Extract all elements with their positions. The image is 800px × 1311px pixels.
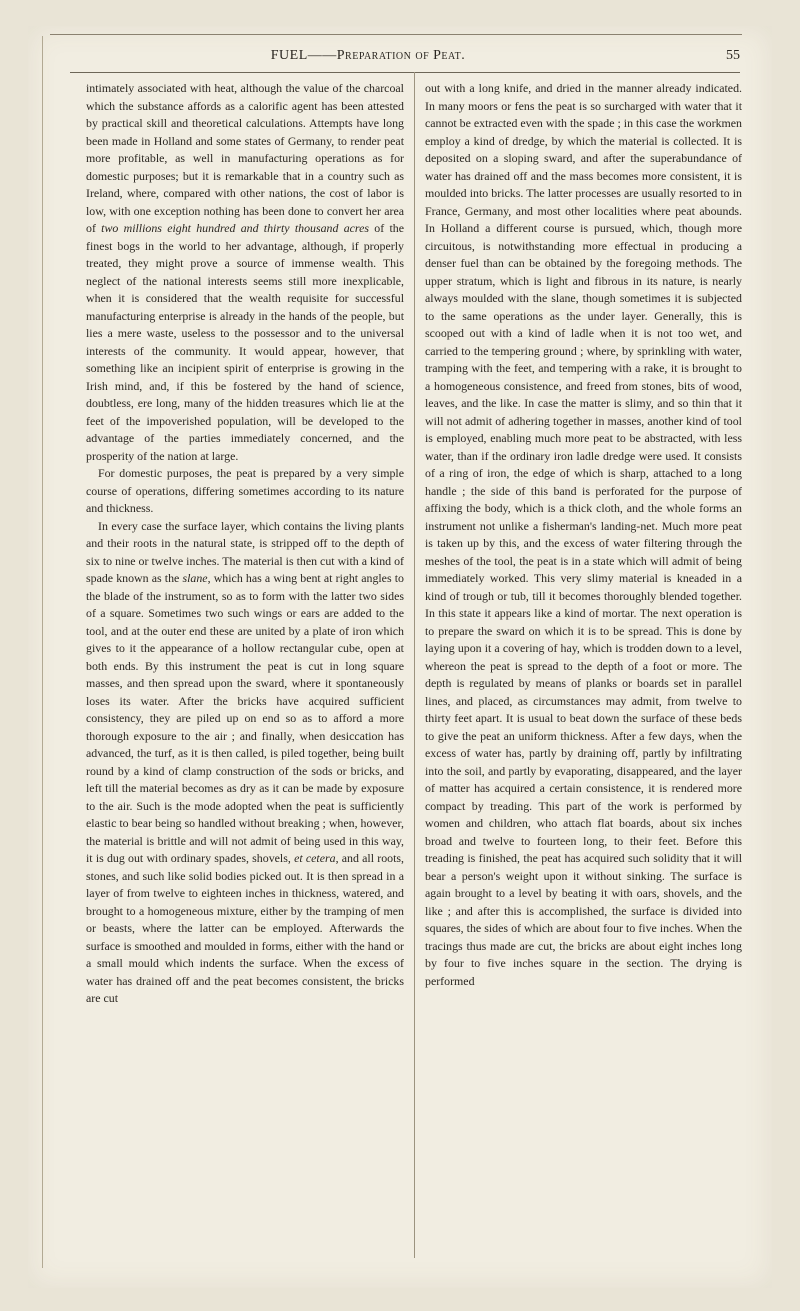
left-paragraph-1 — [86, 80, 404, 465]
right-column — [425, 80, 742, 990]
running-title-dash: —— — [307, 48, 337, 63]
text-run: , and all roots, stones, and such like solid bodies picked out. It is then spread in a layer of from twelve to eighteen inches in thickness, watered, and brought to a homogeneous mixture, either by the tramping of men or beasts, where the latter can be employed. Afterwards the surface is smoothed and moulded in forms, either with the hand or a small mould which indents the surface. When the excess of water has drained off and the peat becomes consistent, the bricks are cut — [86, 851, 405, 1005]
running-title-part1: FUEL — [270, 48, 308, 63]
running-title-part2: Preparation of Peat. — [336, 48, 466, 63]
header-rule — [70, 72, 740, 73]
text-run: intimately associated with heat, although the value of the charcoal which the substance affords as a calorific agent has been attested by practical skill and theoretical calculations. Attempts have long been made in Holland and some states of Germany, to render peat more profitable, as well in manufacturing operations as for domestic purposes; but it is remarkable that in a country such as Ireland, where, compared with other nations, the cost of labor is low, with one exception nothing has been done to convert her area of — [86, 81, 404, 235]
book-page — [28, 26, 772, 1288]
page-number: 55 — [726, 48, 740, 63]
text-run: of the finest bogs in the world to her advantage, although, if properly treated, they might prove a source of immense wealth. This neglect of the national interests seems still more inexplicable, when it is considered that the wealth requisite for successful manufacturing enterprise is already in the hands of the people, but lies a mere waste, useless to the possessor and to the universal interests of the community. It would appear, however, that something like an incipient spirit of enterprise is growing in the Irish mind, and, if this be fostered by the hand of science, doubtless, ere long, many of the hidden treasures which lie at the feet of the impoverished population, will be developed to the advantage of the parties immediately concerned, and the prosperity of the nation at large. — [86, 221, 404, 463]
left-margin-rule — [42, 36, 43, 1268]
top-border-rule — [50, 34, 742, 35]
left-paragraph-3 — [86, 518, 404, 1008]
italic-text: et cetera — [294, 851, 336, 865]
right-paragraph-1: out with a long knife, and dried in the manner already indicated. In many moors or fens the peat is so surcharged with water that it cannot be extracted even with the spade ; in this case the workmen employ a kind of dredge, by which the material is collected. It is deposited on a sloping sward, and after the superabundance of water has drained off and the mass becomes more consistent, it is moulded into bricks. The latter processes are usually resorted to in France, Germany, and most other localities where peat abounds. In Holland a different course is pursued, which, though more circuitous, is notwithstanding more effectual in producing a denser fuel than can be obtained by the foregoing methods. The upper stratum, which is light and fibrous in its nature, is nearly always moulded with the slane, though sometimes it is subjected to the same operations as the under layer. Generally, this is scooped out with a kind of ladle when it is not too wet, and carried to the tempering ground ; where, by sprinkling with water, tramping with the feet, and tempering with a rake, it is brought to a homogeneous consistence, and freed from stones, bits of wood, leaves, and the like. In case the matter is slimy, and so thin that it will not admit of adhering together in masses, another kind of tool is employed, enabling much more peat to be abstracted, with less water, than if the ordinary iron ladle dredge were used. It consists of a ring of iron, the edge of which is sharp, attached to a long handle ; the side of this band is perforated for the purpose of affixing the body, which is a thick cloth, and the whole forms an instrument not unlike a fisherman's landing-net. Much more peat is taken up by this, and the excess of water filtering through the meshes of the tool, the peat is in a state which will admit of being immediately worked. This very slimy material is kneaded in a kind of trough or tub, till it becomes thoroughly blended together. In this state it appears like a kind of mortar. The next operation is to prepare the sward on which it is to be spread. This is done by laying upon it a covering of hay, which is trodden down to a level, whereon the peat is spread to the depth of a foot or more. The depth is regulated by means of planks or boards set in parallel lines, and placed, as circumstances may admit, from twelve to thirty feet apart. It is usual to beat down the surface of these beds to give the peat an uniform thickness. After a few days, when the excess of water has, partly by draining off, partly by infiltrating into the soil, and partly by evaporating, disappeared, and the layer of matter has acquired a certain consistence, it is rendered more compact by treading. This part of the work is performed by women and children, who attach flat boards, about six inches broad and twelve to fourteen long, to their feet. Before this treading is finished, the peat has acquired such solidity that it will bear a person's weight upon it without sinking. The surface is again brought to a level by beating it with oars, shovels, and the like ; and after this is accomplished, the surface is divided into squares, the sides of which are about four to five inches. When the tracings thus made are cut, the bricks are about eight inches long by four to five inches square in the section. The drying is performed — [425, 81, 742, 988]
running-title — [158, 48, 578, 64]
text-run: In every case the surface layer, which contains the living plants and their roots in the natural state, is stripped off to the depth of six to nine or twelve inches. The material is then cut with a kind of spade known as the — [86, 518, 404, 585]
italic-text: slane — [182, 571, 208, 585]
text-run: , which has a wing bent at right angles to the blade of the instrument, so as to form with the latter two sides of a square. Sometimes two such wings or ears are added to the tool, and at the outer end these are united by a plate of iron which gives to it the appearance of a hollow rectangular cube, open at both ends. By this instrument the peat is cut in long square masses, and then spread upon the sward, where it spontaneously loses its water. After the bricks have acquired sufficient consistency, they are piled up on end so as to afford a more thorough exposure to the air ; and finally, when desiccation has advanced, the turf, as it is then called, is piled together, being built round by a kind of clamp construction of the sods or bricks, and left till the material becomes as dry as it can be made by exposure to the air. Such is the mode adopted when the peat is sufficiently elastic to bear being so handled without breaking ; when, however, the material is brittle and will not admit of being used in this way, it is dug out with ordinary spades, shovels, — [86, 571, 404, 865]
left-paragraph-2: For domestic purposes, the peat is prepared by a very simple course of operations, differing sometimes according to its nature and thickness. — [86, 466, 404, 515]
left-column — [86, 80, 404, 1008]
italic-text: two millions eight hundred and thirty thousand acres — [101, 221, 370, 235]
column-divider — [414, 72, 415, 1258]
